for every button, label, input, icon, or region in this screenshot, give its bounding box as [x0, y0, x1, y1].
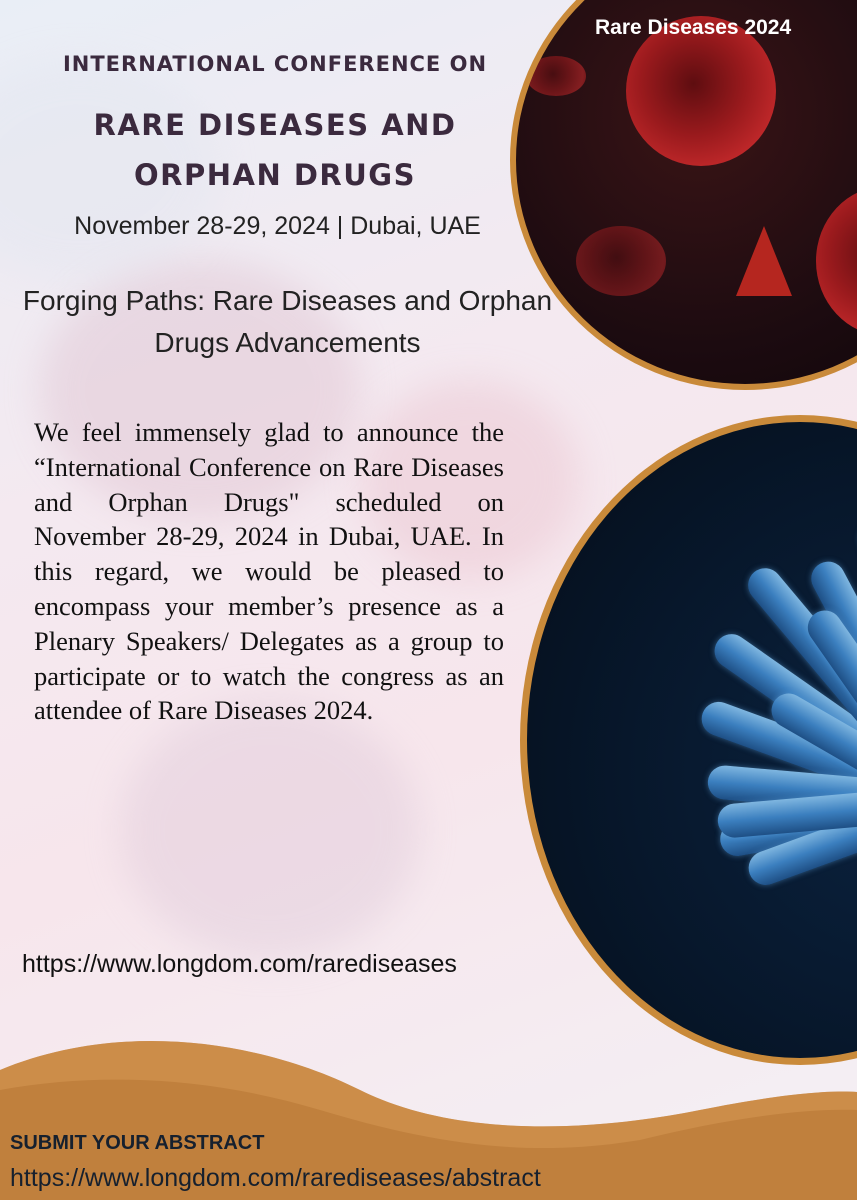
conference-kicker: INTERNATIONAL CONFERENCE ON [62, 52, 488, 76]
website-link[interactable]: https://www.longdom.com/rarediseases [22, 950, 457, 978]
red-blood-cell [816, 186, 857, 336]
conference-title: RARE DISEASES AND ORPHAN DRUGS [93, 108, 457, 192]
event-badge: Rare Diseases 2024 [595, 16, 792, 39]
date-location: November 28-29, 2024 | Dubai, UAE [74, 212, 481, 240]
conference-theme: Forging Paths: Rare Diseases and Orphan Drugs Advancements [22, 285, 553, 358]
submit-abstract-label: SUBMIT YOUR ABSTRACT [10, 1132, 265, 1154]
red-blood-cell [576, 226, 666, 296]
announcement-paragraph: We feel immensely glad to announce the “International Conference on Rare Diseases and Orphan Drugs" scheduled on November 28-29, 2024 in Dubai, UAE. In this regard, we would be pleased to encompass your member’s presence as a Plenary Speakers/ Delegates as a group to participate or to watch the congress as an attendee of Rare Diseases 2024. [34, 417, 504, 726]
submit-abstract-link[interactable]: https://www.longdom.com/rarediseases/abstract [10, 1164, 541, 1192]
red-blood-cell [526, 56, 586, 96]
background-blob [120, 700, 420, 960]
red-cell-fragment [736, 226, 792, 296]
